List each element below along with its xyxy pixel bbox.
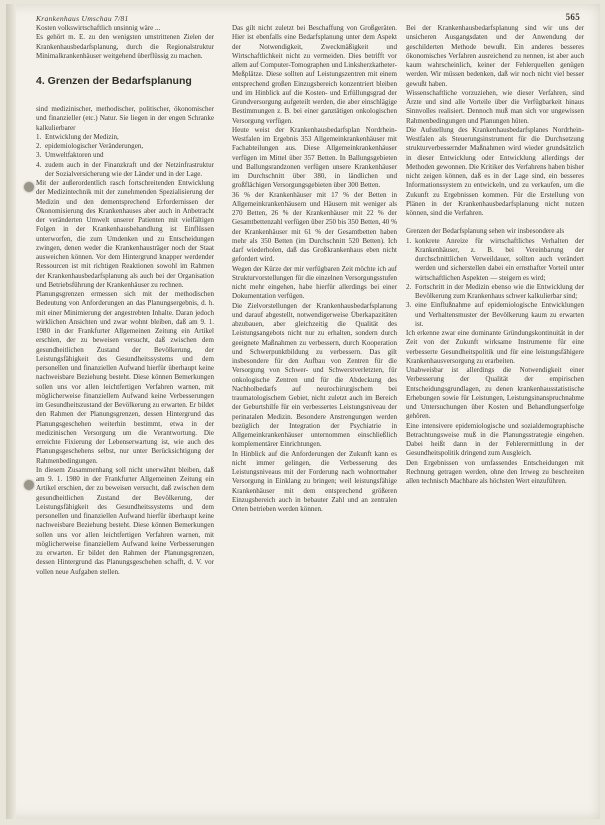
paragraph: Heute weist der Krankenhausbedarfsplan Nordrhein-Westfalen im Ergebnis 353 Allgemeinkrankenhäuser mit Fachabteilungen aus. Diese Allgemeinkrankenhäuser verfügen im Mittel über 357 Betten. In Ballungsgebieten und Ballungsrandzonen verfügen unsere Krankenhäuser im Durchschnitt über 380, in ländlichen und großflächigen Versorgungsgebieten über 300 Betten. (232, 125, 397, 190)
paragraph: Den Ergebnissen von umfassendes Entscheidungen mit Rechnung getragen werden, ohne den Irrweg zu beschreiten allen technisch Machbare als höchsten Wert einzuführen. (406, 458, 584, 485)
punch-hole-icon (24, 480, 34, 490)
paragraph: Wegen der Kürze der mir verfügbaren Zeit möchte ich auf Strukturvorstellungen für die einzelnen Versorgungsstufen nicht mehr eingehen, habe hierfür allerdings bei einer Dokumentation verfügen. (232, 264, 397, 301)
paragraph: Die Aufstellung des Krankenhausbedarfsplanes Nordrhein-Westfalen als Steuerungsinstrument für die Durchsetzung strukturverbessernder Maßnahmen wird wieder grundsätzlich in dieser Entwicklung oder Entwicklung allerdings der Methoden gewonnen. Die Kritiker des Verfahrens haben bisher nicht zeigen können, daß es in der Lage sind, ein besseres Informationssystem zu entwickeln, und zu verkaufen, um die Zukunft zu Ergebnissen kommen. Für die Erstellung von Plänen in der Krankenhausbedarfsplanung nicht nutzen können, sind die Verfahren. (406, 125, 584, 217)
list-item: 3. Umweltfaktoren und (36, 151, 104, 160)
list-item: 1. konkrete Anreize für wirtschaftliches Verhalten der Krankenhäuser, z. B. bei Vereinbarung der durchschnittlichen Verweildauer, sollten auch verändert werden und sicherstellen dabei ein ernsthafter Vorteil unter wirtschaftlichen Aspekten — steigern es wird; (406, 236, 584, 282)
list-item: 3. eine Einflußnahme auf epidemiologische Entwicklungen und Verhaltensmuster der Bevölkerung kaum zu erwarten ist. (406, 301, 584, 328)
punch-hole-icon (24, 182, 34, 192)
page-binding-edge (6, 4, 16, 819)
paragraph: Eine intensivere epidemiologische und sozialdemographische Betrachtungsweise muß in die Planungsstrategie eingehen. Dabei heißt dann in der Fehlerermittlung in der Gesundheitspolitik dringend zum Ausgleich. (406, 421, 584, 458)
document-page (6, 4, 600, 819)
paragraph: In diesem Zusammenhang soll nicht unerwähnt bleiben, daß am 9. 1. 1980 in der Frankfurter Allgemeinen Zeitung ein Artikel erschien, der zu beweisen versucht, daß zwischen dem gesundheitlichen Zustand der Bevölkerung, der Leistungsfähigkeit des Gesundheitssystems und dem personellen und finanziellen Aufwand hierfür überhaupt keine nachweisbare Beziehung besteht. Diese können Bemerkungen sollen uns vor allen leichtfertigen Verfahren warnen, mit möglicherweise finanziellem Aufwand keine Verbesserungen zu erwarten. Er bildet den Rahmen der Planungsgrenzen, dessen Hintergrund das Planungsgeschehen schafft, d. V. vor vollen neue Aufgaben stellen. (36, 465, 214, 576)
numbered-list (36, 133, 214, 179)
paragraph: In Hinblick auf die Anforderungen der Zukunft kann es nicht immer gelingen, die Verbesserung des Leistungsniveaus mit der Forderung nach wohnortnaher Versorgung in Einklang zu bringen; weil leistungsfähige Krankenhäuser mit dem entsprechend größeren Einzugsbereich auch in bebauter Zahl und an zentralen Orten betrieben werden können. (232, 449, 397, 513)
paragraph: Planungsgrenzen ermessen sich mit der methodischen Bedeutung von Anforderungen an das Planungsergebnis, d. h. mit einer Minimierung der angestrebten Inhalte. Daran jedoch wirklichen Ansichten und zwar wohnt bleiben, daß am 9. 1. 1980 in der Frankfurter Allgemeinen Zeitung ein Artikel erschien, der zu beweisen versucht, daß zwischen dem gesundheitlichen Zustand der Bevölkerung, der Leistungsfähigkeit des Gesundheitssystems und dem personellen und finanziellen Aufwand hierfür überhaupt keine nachweisbare Beziehung besteht. Diese können Bemerkungen sollen uns vor allen leichtfertigen Verfahren warnen, mit möglicherweise finanziellem Aufwand keine Verbesserungen im Gesundheitszustand der Bevölkerung zu erwarten. Er bildet den Rahmen der Planungsgrenzen, dessen Hintergrund das Planungsgeschehen weiterhin bestimmt, etwa in der medizinischen Versorgung um die Verantwortung. Die erreichte Fixierung der Lebenserwartung ist, wie auch des Planungsgeschehens selbst, nur unter Berücksichtigung der Rahmenbedingungen. (36, 290, 214, 465)
paragraph: Kosten volkswirtschaftlich unsinnig wäre ... (36, 24, 161, 32)
page-number: 565 (565, 12, 580, 22)
paragraph: Ich erkenne zwar eine dominante Gründungskontinuität in der Zeit von der Zukunft wirksame Instrumente für eine verbesserte Gesundheitspolitik und für eine leistungsfähigere Krankenhausversorgung zu erarbeiten. (406, 329, 584, 365)
paragraph: Die Zielvorstellungen der Krankenhausbedarfsplanung und darauf abgestellt, notwendigerweise Überkapazitäten abzubauen, aber gleichzeitig die Qualität des Leistungsangebots nicht nur zu erhalten, sondern durch geeignete Maßnahmen zu verbessern, durch Kooperation und Schwerpunktbildung zu verbessern. Das gilt insbesondere für den Aufbau von Zentren für die Versorgung von Schwer- und Schwerstverletzten, für onkologische Zentren und für die Abdeckung des Nachholbedarfs auf neurochirurgischem bei traumatologischem Gebiet, nicht zuletzt auch im Bereich der Geburtshilfe für ein verbessertes Leistungsniveau der perinatalen Medizin. Besondere Anstrengungen werden bezüglich der Integration der Psychiatrie in Allgemeinkrankenhäuser unternommen einschließlich komplementärer Einrichtungen. (232, 301, 397, 449)
paragraph: 36 % der Krankenhäuser mit 17 % der Betten in Allgemeinkrankenhäusern und Häusern mit weniger als 270 Betten, 26 % der Krankenhäuser mit 22 % der Gesamtbettenzahl verfügen über 250 bis 350 Betten, 40 % der Krankenhäuser mit 61 % der Gesamtbetten haben mehr als 350 Betten (im Durchschnitt 520 Betten). Ich darf wiederholen, daß das Großkrankenhaus eben nicht gefordert wird. (232, 190, 397, 264)
paragraph: Grenzen der Bedarfsplanung sehen wir insbesondere als (406, 227, 565, 236)
list-item: 1. Entwicklung der Medizin, (36, 132, 119, 141)
paragraph: Mit der außerordentlich rasch fortschreitenden Entwicklung der Medizintechnik mit der zunehmenden Spezialisierung der Medizin und den dementsprechend Erfordernissen der Ökonomisierung des Krankenhauses aber auch in Anbetracht der veränderten Umwelt unserer Patienten mit vielfältigen Folgen in der Krankenhausbehandlung ist Einflüssen unterworfen, die zum Umdenken und zu Entscheidungen zwingen, denen weder die Krankenhausträger noch der Staat ausweichen können. Vor dem Hintergrund knapper werdender Ressourcen ist mit richtigen Reaktionen sowohl im Rahmen der Krankenhausbedarfsplanung als auch bei der Organisation und Betriebsführung der Krankenhäuser zu rechnen. (36, 179, 214, 289)
paragraph: Unabweisbar ist allerdings die Notwendigkeit einer Verbesserung der Qualität der empirischen Entscheidungsgrundlagen, zu denen krankenhausstatistische Erhebungen sowie für Leistungen, Leistungsinanspruchnahme und Untersuchungen über Kosten und Behandlungserfolge gehören. (406, 366, 584, 421)
list-item: 2. epidemiologischer Veränderungen, (36, 142, 144, 150)
journal-title: Krankenhaus Umschau 7/81 (36, 14, 129, 23)
paragraph: Es gehört m. E. zu den wenigsten umstrittenen Zielen der Krankenhausbedarfsplanung, durch die Regionalstruktur Minimalkrankenhäuser weitgehend überflüssig zu machen. (36, 33, 214, 60)
list-item: 2. Fortschritt in der Medizin ebenso wie die Entwicklung der Bevölkerung zum Krankenhaus schwer kalkulierbar sind; (406, 282, 584, 300)
numbered-list (406, 237, 584, 330)
paragraph: sind medizinischer, methodischer, politischer, ökonomischer und finanzieller (etc.) Natur. Sie liegen in der engen Schranke kalkulierbarer (36, 105, 214, 132)
column-middle (232, 24, 397, 816)
paragraph: Das gilt nicht zuletzt bei Beschaffung von Großgeräten. Hier ist ebenfalls eine Bedarfsplanung unter dem Aspekt der Notwendigkeit, Zweckmäßigkeit und Wirtschaftlichkeit nicht zu vermeiden. Dies betrifft vor allem auf Computer-Tomographen und Linksherzkatheter-Meßplätze. Diese sollten auf Leistungszentren mit einem entsprechend großen Einzugsbereich konzentriert bleiben und im Hinblick auf die Kosten- und Erfüllungsgrad der Grundversorgung aufgeteilt werden, die aber einschlägige Bestimmungen z. B. bei einer ganztätigen onkologischen Versorgung verfügen. (232, 24, 397, 125)
paragraph: Wissenschaftliche vorzuziehen, wie dieser Verfahren, sind Ärzte und sind alle Vorteile über die Verfügbarkeit hinaus Sinnvolles realisiert. Dennoch muß man sich vor ungewissen Rahmenbedingungen und Planungen hüten. (406, 88, 584, 125)
column-left (36, 24, 214, 816)
column-right (406, 24, 584, 816)
paragraph: Bei der Krankenhausbedarfsplanung sind wir uns der unsicheren Ausgangsdaten und der Anwendung der geschilderten Methode bewußt. Ein anderes besseres ökonomisches Verfahren ausreichend zu nennen, ist aber auch kaum wahrscheinlich, keiner der Fehlerquellen genügen werden. Wir müssen bedenken, daß wir noch nicht viel besser gewußt haben. (406, 24, 584, 88)
list-item: 4. zudem auch in der Finanzkraft und der Netzinfrastruktur der Sozialversicherung wie der Länder und in der Lage. (36, 160, 214, 178)
section-heading: 4. Grenzen der Bedarfsplanung (36, 75, 192, 87)
